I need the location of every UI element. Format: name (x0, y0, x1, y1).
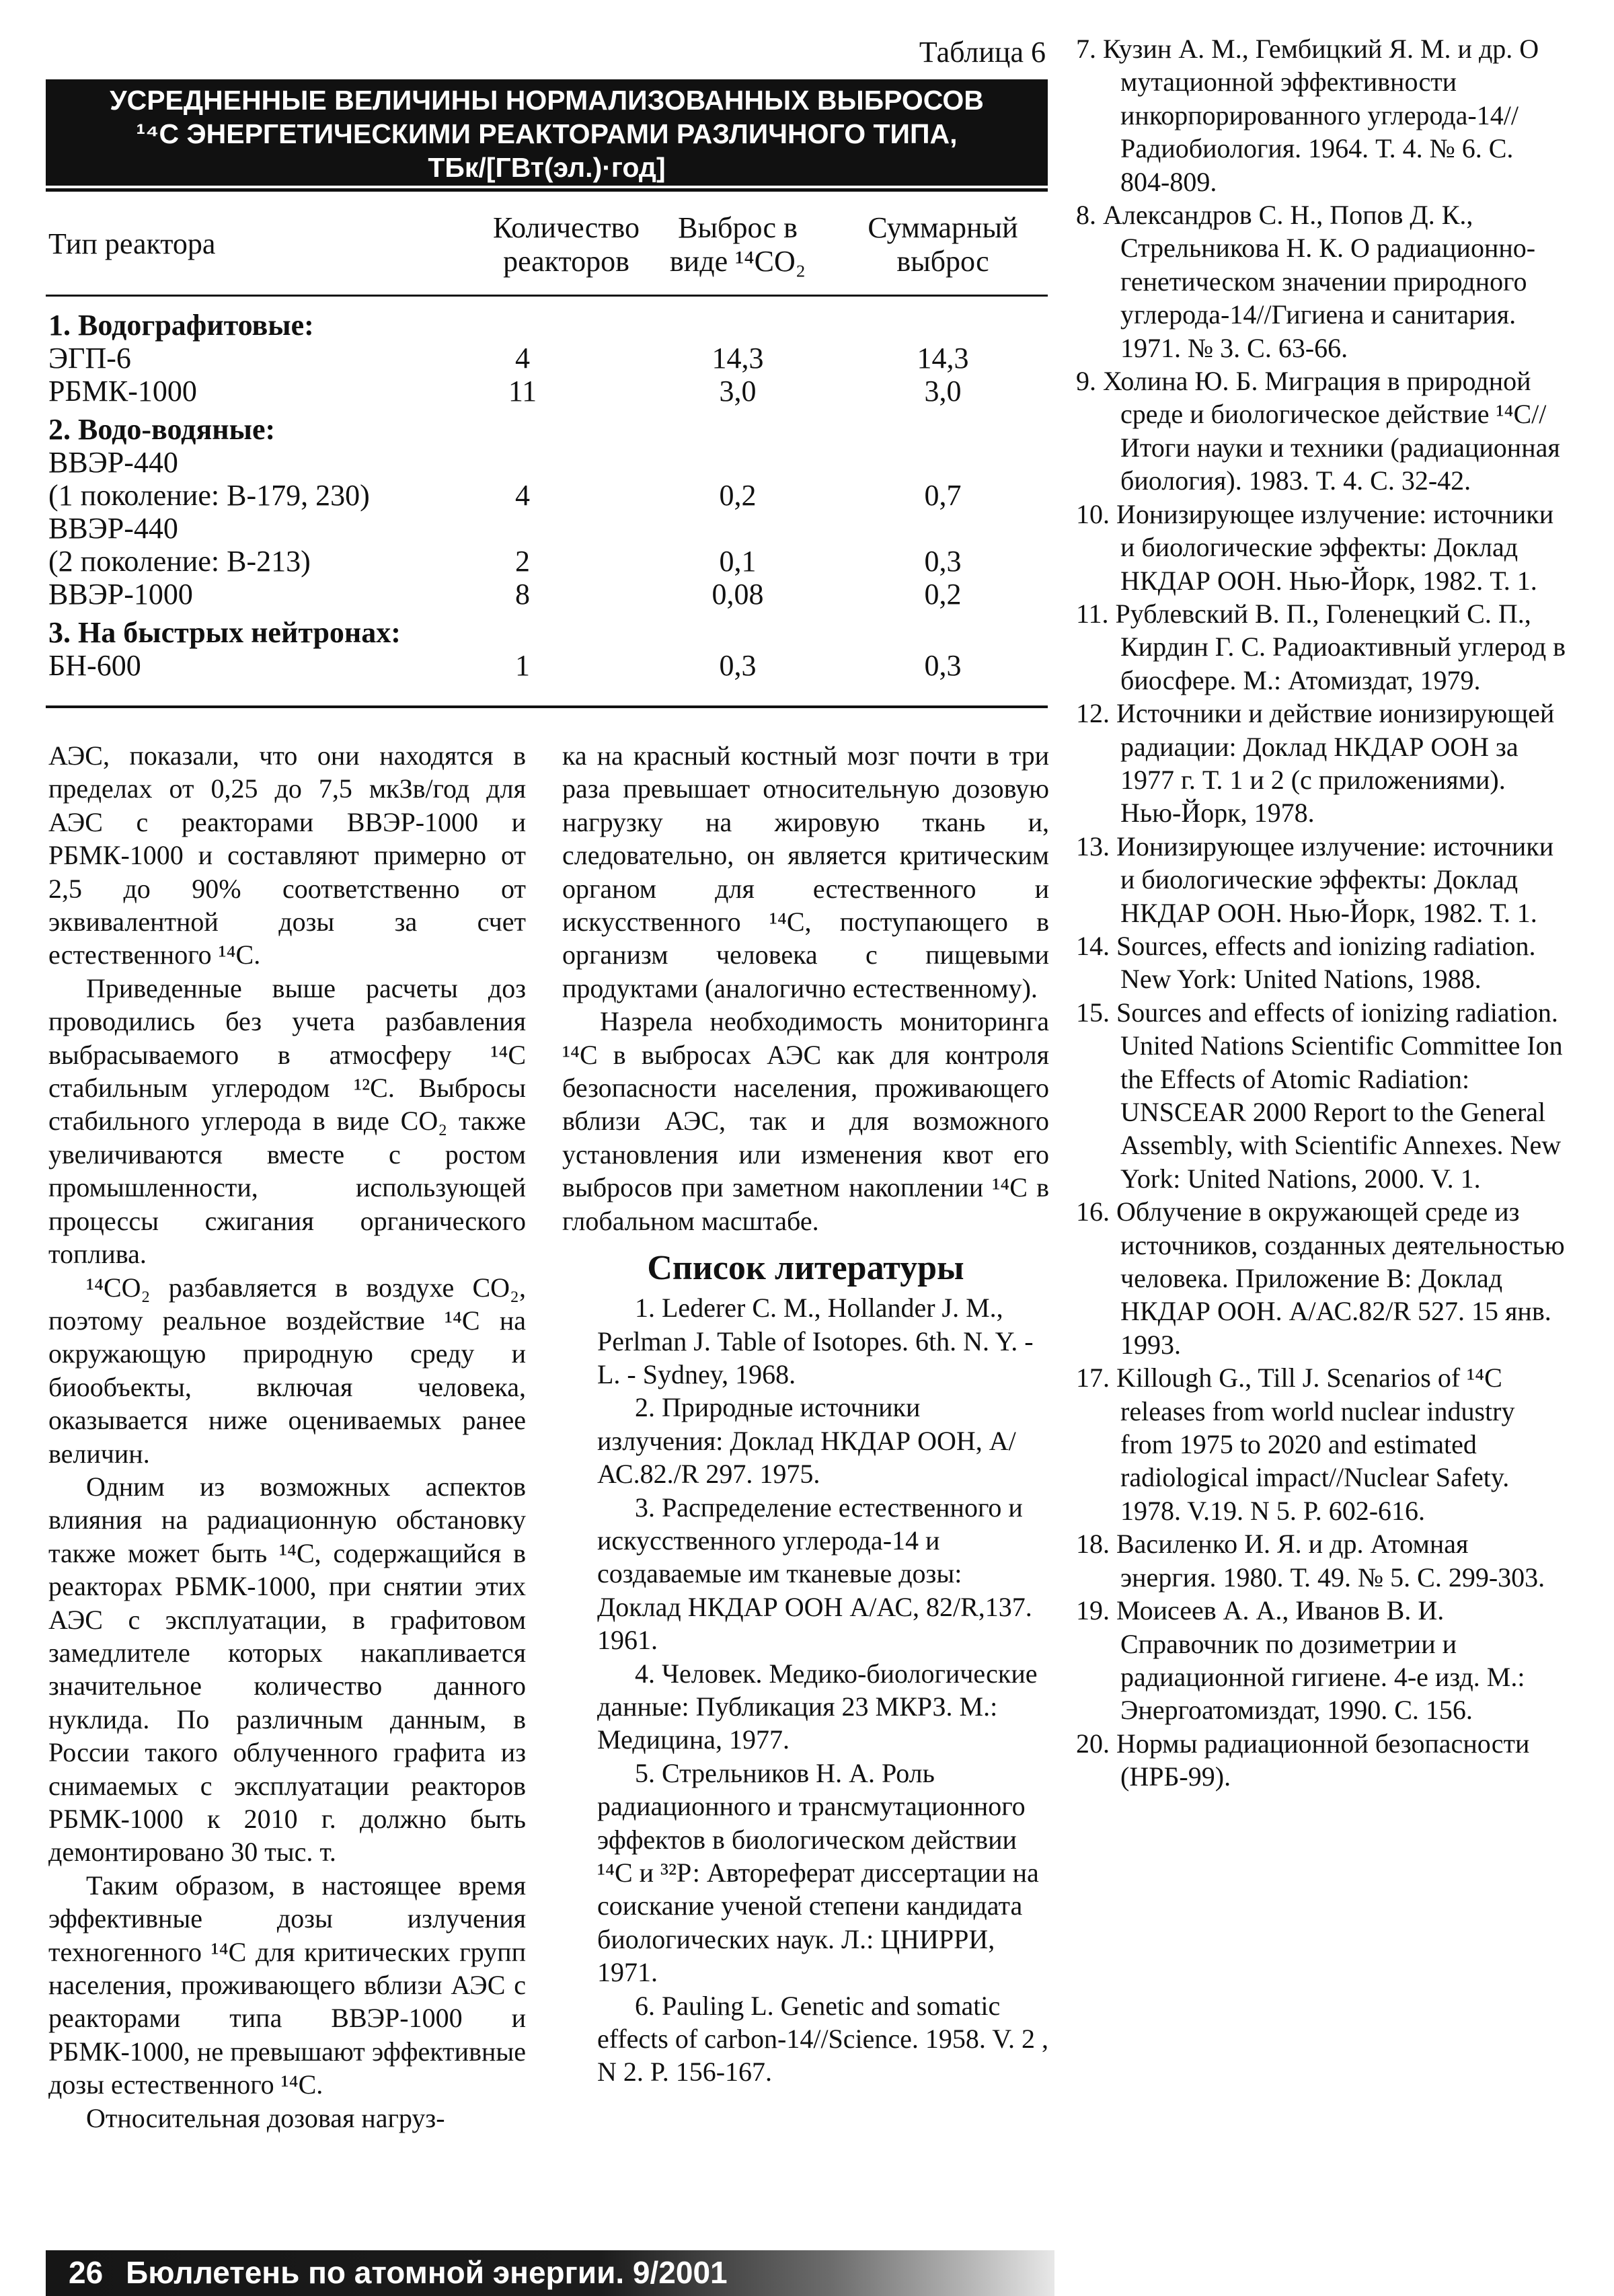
table-row (48, 479, 1050, 512)
reference-item: 16. Облучение в окружающей среде из источников, созданных деятельностью человека. Приложение В: Доклад НКДАР ООН. А/АС.82/R 527. 15 янв. 1993. (1076, 1196, 1565, 1360)
paragraph: Одним из возможных аспектов влияния на радиационную обстановку также может быть ¹⁴С, содержащийся в реакторах РБМК-1000, при снятии этих АЭС с эксплуатации, в графитовом замедлителе которых накапливается значительное количество данного нуклида. По различным данным, в России такого облученного графита из снимаемых с эксплуатации реакторов РБМК-1000 к 2010 г. должно быть демонтировано 30 тыс. т. (48, 1471, 526, 1868)
page-number: 26 (69, 2255, 104, 2290)
table-cell-type: ВВЭР-1000 (48, 578, 193, 611)
col-header-sum-line2: выброс (896, 245, 989, 278)
table-title (46, 79, 1048, 186)
table-cell-count: 8 (515, 578, 530, 611)
body-column-1 (48, 739, 526, 2135)
table-cell-co2: 0,2 (719, 479, 757, 512)
table-cell-co2: 0,1 (719, 545, 757, 578)
table-row (48, 446, 1050, 479)
table-cell-count: 2 (515, 545, 530, 578)
reference-item: 5. Стрельников Н. А. Роль радиационного и трансмутационного эффектов в биологическом действии ¹⁴С и ³²Р: Автореферат диссертации на соискание ученой степени кандидата биологических наук. Л.: ЦНИРРИ, 1971. (597, 1757, 1039, 1988)
table-row (48, 375, 1050, 408)
reference-item: 19. Моисеев А. А., Иванов В. И. Справочник по дозиметрии и радиационной гигиене. 4-е изд. М.: Энергоатомиздат, 1990. С. 156. (1076, 1595, 1525, 1726)
col-header-count (465, 211, 667, 278)
reference-item: 15. Sources and effects of ionizing radiation. United Nations Scientific Committee Ion the Effects of Atomic Radiation: UNSCEAR 2000 Report to the General Assembly, with Scientific Annexes. New York: United Nations, 2000. V. 1. (1076, 997, 1563, 1194)
col-header-co2 (657, 211, 818, 278)
table-cell-sum: 0,3 (924, 649, 962, 682)
paragraph: Приведенные выше расчеты доз проводились без учета разбавления выбрасываемого в атмосферу ¹⁴С стабильным углеродом ¹²С. Выбросы стабильного углерода в виде СО₂ также увеличиваются вместе с ростом промышленности, использующей процессы сжигания органического топлива. (48, 972, 526, 1270)
table-cell-count: 1 (515, 649, 530, 682)
table-cell-type: ВВЭР-440 (48, 512, 178, 545)
table-row (48, 309, 1050, 342)
table-cell-sum: 0,2 (924, 578, 962, 611)
table-title-line: ¹⁴С ЭНЕРГЕТИЧЕСКИМИ РЕАКТОРАМИ РАЗЛИЧНОГО ТИПА, (136, 118, 958, 149)
body-column-2 (562, 739, 1049, 2089)
table-cell-sum: 0,3 (924, 545, 962, 578)
table-row (48, 342, 1050, 375)
footer-text (69, 2254, 728, 2291)
reference-item: 8. Александров С. Н., Попов Д. К., Стрельникова Н. К. О радиационно-генетическом значении природного углерода-14//Гигиена и санитария. 1971. № 3. С. 63-66. (1076, 200, 1536, 363)
table-cell-sum: 14,3 (917, 342, 969, 375)
reference-item: 2. Природные источники излучения: Доклад НКДАР ООН, А/АС.82./R 297. 1975. (597, 1392, 1016, 1490)
table-title-line: ТБк/[ГВт(эл.)·год] (428, 152, 666, 183)
table-row (48, 649, 1050, 682)
table-cell-count: 11 (508, 375, 537, 408)
reference-item: 10. Ионизирующее излучение: источники и биологические эффекты: Доклад НКДАР ООН. Нью-Йорк, 1982. Т. 1. (1076, 498, 1554, 596)
table-rule-bottom (46, 705, 1048, 708)
references-list-2 (1076, 32, 1567, 1794)
table-row (48, 512, 1050, 545)
table-title-line: УСРЕДНЕННЫЕ ВЕЛИЧИНЫ НОРМАЛИЗОВАННЫХ ВЫБРОСОВ (110, 85, 984, 116)
reference-item: 11. Рублевский В. П., Голенецкий С. П., Кирдин Г. С. Радиоактивный углерод в биосфере. М.: Атомиздат, 1979. (1076, 598, 1566, 695)
reference-item: 4. Человек. Медико-биологические данные: Публикация 23 МКРЗ. М.: Медицина, 1977. (597, 1658, 1038, 1755)
table-cell-type: ВВЭР-440 (48, 446, 178, 479)
paragraph: Относительная дозовая нагруз- (86, 2102, 445, 2133)
reference-item: 1. Lederer C. M., Hollander J. M., Perlman J. Table of Isotopes. 6th. N. Y. - L. - Sydney, 1968. (597, 1293, 1034, 1389)
table-rule-mid (46, 295, 1048, 297)
table-row (48, 616, 1050, 649)
table-rule-top (46, 188, 1048, 192)
col-header-count-line1: Количество (492, 211, 640, 244)
col-header-type: Тип реактора (48, 227, 216, 260)
table-cell-co2: 3,0 (719, 375, 757, 408)
table-cell-co2: 0,08 (712, 578, 764, 611)
table-row (48, 413, 1050, 446)
table-cell-co2: 14,3 (712, 342, 764, 375)
reference-item: 6. Pauling L. Genetic and somatic effects of carbon-14//Science. 1958. V. 2 , N 2. P. 156-167. (597, 1990, 1048, 2088)
table-cell-type: ЭГП-6 (48, 342, 131, 375)
table-cell-type: (1 поколение: В-179, 230) (48, 479, 370, 512)
reference-item: 17. Killough G., Till J. Scenarios of ¹⁴С releases from world nuclear industry from 1975 to 2020 and estimated radiological impact//Nuclear Safety. 1978. V.19. N 5. P. 602-616. (1076, 1363, 1515, 1526)
table-row (48, 578, 1050, 611)
paragraph: Таким образом, в настоящее время эффективные дозы излучения техногенного ¹⁴С для критических групп населения, проживающего вблизи АЭС с реакторами типа ВВЭР-1000 и РБМК-1000, не превышают эффективные дозы естественного ¹⁴С. (48, 1870, 526, 2100)
table-cell-type: РБМК-1000 (48, 375, 197, 408)
table-body (48, 309, 1050, 682)
col-header-co2-line2: виде ¹⁴CO₂ (669, 245, 806, 278)
page-footer (46, 2250, 1054, 2296)
table-cell-type: (2 поколение: В-213) (48, 545, 311, 578)
reference-item: 13. Ионизирующее излучение: источники и биологические эффекты: Доклад НКДАР ООН. Нью-Йорк, 1982. Т. 1. (1076, 831, 1554, 928)
col-header-count-line2: реакторов (503, 245, 629, 278)
table-cell-count: 4 (515, 342, 530, 375)
col-header-sum (842, 211, 1044, 278)
reference-item: 20. Нормы радиационной безопасности (НРБ-99). (1076, 1728, 1530, 1792)
table-cell-type: БН-600 (48, 649, 141, 682)
reference-item: 18. Василенко И. Я. и др. Атомная энергия. 1980. Т. 49. № 5. С. 299-303. (1076, 1529, 1545, 1593)
reference-item: 7. Кузин А. М., Гембицкий Я. М. и др. О мутационной эффективности инкорпорированного углерода-14//Радиобиология. 1964. Т. 4. № 6. С. 804-809. (1076, 34, 1539, 197)
table-cell-type: 3. На быстрых нейтронах: (48, 616, 401, 649)
paragraph: Назрела необходимость мониторинга ¹⁴С в выбросах АЭС как для контроля безопасности населения, проживающего вблизи АЭС, так и для возможного установления или изменения квот его выбросов при заметном накоплении ¹⁴С в глобальном масштабе. (562, 1006, 1049, 1236)
table-cell-sum: 0,7 (924, 479, 962, 512)
col-header-co2-line1: Выброс в (678, 211, 798, 244)
table-cell-count: 4 (515, 479, 530, 512)
reference-item: 12. Источники и действие ионизирующей радиации: Доклад НКДАР ООН за 1977 г. Т. 1 и 2 (с приложениями). Нью-Йорк, 1978. (1076, 698, 1555, 829)
paragraph: АЭС, показали, что они находятся в пределах от 0,25 до 7,5 мкЗв/год для АЭС с реакторами ВВЭР-1000 и РБМК-1000 и составляют примерно от 2,5 до 90% соответственно от эквивалентной дозы за счет естественного ¹⁴С. (48, 740, 526, 970)
table-cell-type: 2. Водо-водяные: (48, 413, 276, 446)
table-cell-type: 1. Водографитовые: (48, 309, 314, 342)
reference-item: 9. Холина Ю. Б. Миграция в природной среде и биологическое действие ¹⁴С//Итоги науки и техники (радиационная биология). 1983. Т. 4. С. 32-42. (1076, 366, 1560, 496)
table-cell-sum: 3,0 (924, 375, 962, 408)
table-cell-co2: 0,3 (719, 649, 757, 682)
table-column-headers (48, 196, 1050, 297)
table-row (48, 545, 1050, 578)
paragraph: ка на красный костный мозг почти в три раза превышает относительную дозовую нагрузку на жировую ткань и, следовательно, он является критическим органом для естественного и искусственного ¹⁴С, поступающего в организм человека с пищевыми продуктами (аналогично естественному). (562, 740, 1049, 1003)
reference-item: 14. Sources, effects and ionizing radiation. New York: United Nations, 1988. (1076, 930, 1536, 995)
references-list-1 (562, 1291, 1049, 2089)
table-label: Таблица 6 (919, 36, 1046, 69)
paragraph: ¹⁴СО₂ разбавляется в воздухе СО₂, поэтому реальное воздействие ¹⁴С на окружающую природную среду и биообъекты, включая человека, оказывается ниже оцениваемых ранее величин. (48, 1272, 526, 1469)
body-column-2-text (562, 739, 1049, 1237)
journal-name: Бюллетень по атомной энергии. 9/2001 (126, 2255, 728, 2290)
reference-item: 3. Распределение естественного и искусственного углерода-14 и создаваемые им тканевые дозы: Доклад НКДАР ООН А/АС, 82/R,137. 1961. (597, 1492, 1032, 1656)
col-header-sum-line1: Суммарный (868, 211, 1018, 244)
references-title: Список литературы (647, 1249, 964, 1288)
